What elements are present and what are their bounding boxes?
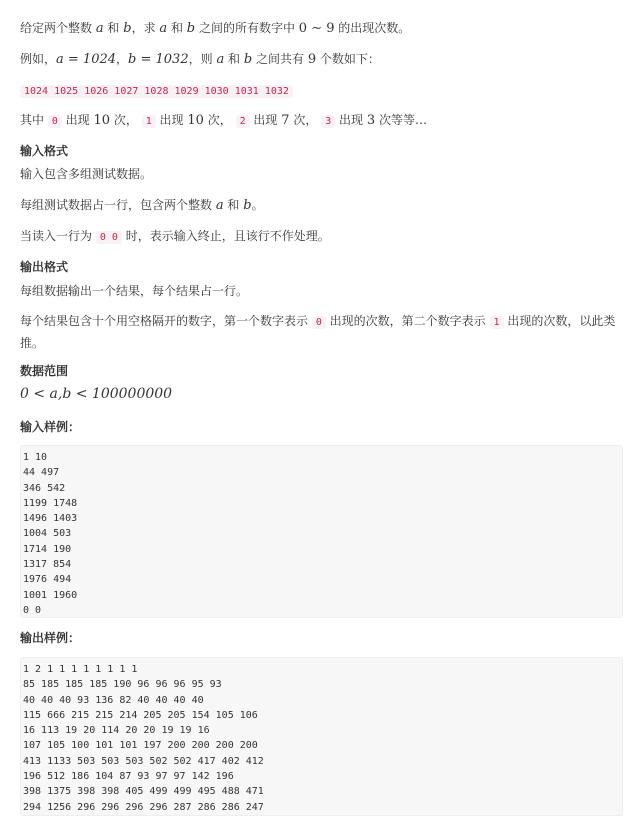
input-format-heading: 输入格式 — [20, 144, 69, 158]
sample-line: 1199 1748 — [23, 497, 78, 509]
input-format-p2: 每组测试数据占一行，包含两个整数 a 和 b。 — [20, 198, 264, 213]
sample-line: 1 2 1 1 1 1 1 1 1 1 — [23, 664, 138, 675]
input-format-p3: 当读入一行为 0 0 时，表示输入终止，且该行不作处理。 — [20, 229, 330, 243]
sample-line: 346 542 — [23, 482, 66, 494]
count-line: 其中 0 出现 10 次， 1 出现 10 次， 2 出现 7 次， 3 出现 3 次等等… — [20, 113, 427, 128]
sample-line: 107 105 100 101 101 197 200 200 200 200 — [23, 740, 258, 752]
sample-line: 398 1375 398 398 405 499 499 495 488 471 — [23, 786, 264, 798]
example-line: 例如，a = 1024，b = 1032，则 a 和 b 之间共有 9 个数如下： — [20, 52, 380, 67]
sample-line: 413 1133 503 503 503 502 502 417 402 412 — [23, 755, 264, 767]
data-range-heading: 数据范围 — [20, 364, 69, 378]
sample-line: 1317 854 — [23, 559, 72, 571]
sample-line: 294 1256 296 296 296 296 287 286 286 247 — [23, 801, 264, 813]
input-format-p1: 输入包含多组测试数据。 — [20, 167, 153, 181]
sample-line: 1001 1960 — [23, 589, 78, 601]
input-sample-block — [20, 445, 623, 618]
output-sample-block — [20, 657, 623, 816]
sample-line: 1004 503 — [23, 528, 72, 540]
output-format-heading: 输出格式 — [20, 260, 69, 274]
output-format-p2: 每个结果包含十个用空格隔开的数字，第一个数字表示 0 出现的次数，第二个数字表示 1 出现的次数，以此类 推。 — [20, 314, 616, 350]
output-format-p1: 每组数据输出一个结果，每个结果占一行。 — [20, 284, 249, 298]
input-sample-heading: 输入样例： — [20, 420, 81, 434]
sample-line: 1714 190 — [23, 543, 72, 555]
sample-line: 1976 494 — [23, 574, 72, 586]
sample-line: 16 113 19 20 114 20 20 19 19 16 — [23, 725, 210, 737]
sample-line: 0 0 — [23, 604, 42, 616]
output-sample-heading: 输出样例： — [20, 631, 81, 645]
example-code-list: 1024 1025 1026 1027 1028 1029 1030 1031 1032 — [20, 80, 623, 102]
sample-line: 85 185 185 185 190 96 96 96 95 93 — [23, 679, 222, 691]
sample-line: 196 512 186 104 87 93 97 97 142 196 — [23, 771, 234, 783]
intro-line: 给定两个整数 a 和 b，求 a 和 b 之间的所有数字中 0 ∼ 9 的出现次数。 — [20, 21, 411, 36]
sample-line: 40 40 40 93 136 82 40 40 40 40 — [23, 694, 204, 706]
data-range-expr: 0 < a,b < 100000000 — [20, 386, 173, 402]
sample-line: 115 666 215 215 214 205 205 154 105 106 — [23, 709, 258, 721]
sample-line: 1496 1403 — [23, 513, 78, 525]
sample-line: 1 10 — [23, 452, 48, 463]
sample-line: 44 497 — [23, 467, 60, 479]
